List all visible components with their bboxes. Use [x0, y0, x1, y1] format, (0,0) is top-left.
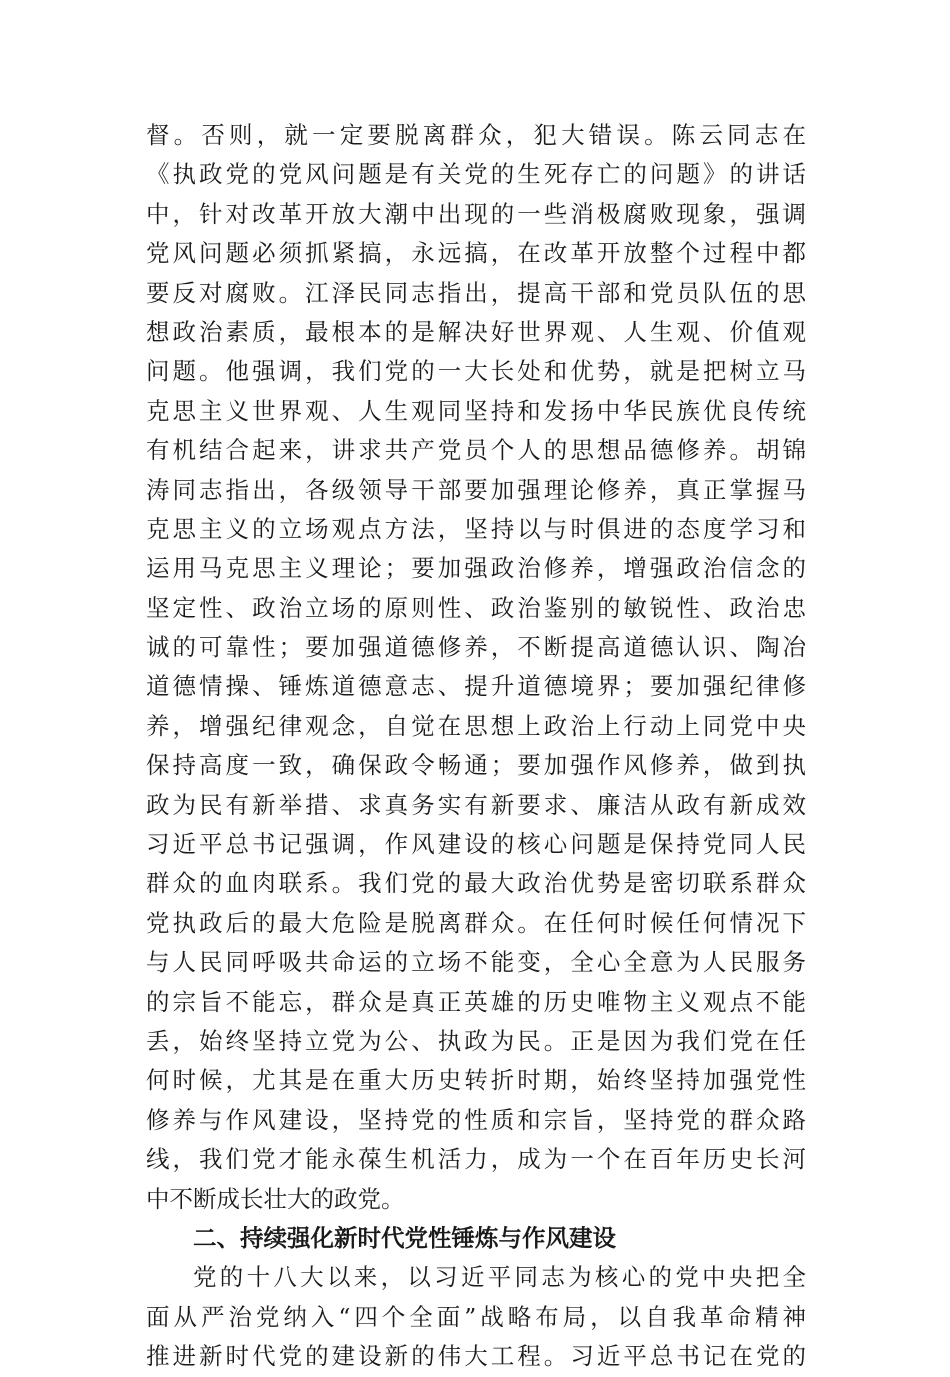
section-heading: 二、持续强化新时代党性锤炼与作风建设: [193, 1223, 616, 1252]
text-line: 坚定性、政治立场的原则性、政治鉴别的敏锐性、政治忠: [146, 593, 806, 622]
text-line: 习近平总书记强调，作风建设的核心问题是保持党同人民: [146, 830, 806, 859]
text-line: 中，针对改革开放大潮中出现的一些消极腐败现象，强调: [146, 199, 806, 228]
text-line: 养，增强纪律观念，自觉在思想上政治上行动上同党中央: [146, 711, 806, 740]
text-line: 克思主义世界观、人生观同坚持和发扬中华民族优良传统: [146, 396, 806, 425]
text-line: 的宗旨不能忘，群众是真正英雄的历史唯物主义观点不能: [146, 987, 806, 1016]
text-line: 中不断成长壮大的政党。: [146, 1184, 405, 1213]
body-text: [146, 116, 806, 1377]
text-line: 线，我们党才能永葆生机活力，成为一个在百年历史长河: [146, 1145, 806, 1174]
text-line: 党的十八大以来，以习近平同志为核心的党中央把全: [193, 1263, 806, 1292]
text-line: 群众的血肉联系。我们党的最大政治优势是密切联系群众: [146, 869, 806, 898]
text-line: 道德情操、锤炼道德意志、提升道德境界；要加强纪律修: [146, 672, 806, 701]
text-line: 问题。他强调，我们党的一大长处和优势，就是把树立马: [146, 357, 806, 386]
text-line: 有机结合起来，讲求共产党员个人的思想品德修养。胡锦: [146, 436, 806, 465]
text-line: 运用马克思主义理论；要加强政治修养，增强政治信念的: [146, 554, 806, 583]
text-line: 《执政党的党风问题是有关党的生死存亡的问题》的讲话: [146, 160, 806, 189]
text-line: 党执政后的最大危险是脱离群众。在任何时候任何情况下: [146, 908, 806, 937]
paragraph-2: [146, 1258, 806, 1376]
text-line: 诚的可靠性；要加强道德修养，不断提高道德认识、陶冶: [146, 633, 806, 662]
text-line: 保持高度一致，确保政令畅通；要加强作风修养，做到执: [146, 751, 806, 780]
text-line: 推进新时代党的建设新的伟大工程。习近平总书记在党的: [146, 1342, 806, 1371]
paragraph-1: [146, 116, 806, 1219]
text-line: 政为民有新举措、求真务实有新要求、廉洁从政有新成效: [146, 790, 806, 819]
text-line: 想政治素质，最根本的是解决好世界观、人生观、价值观: [146, 317, 806, 346]
text-line: 面从严治党纳入“四个全面”战略布局，以自我革命精神: [146, 1302, 806, 1331]
text-line: 修养与作风建设，坚持党的性质和宗旨，坚持党的群众路: [146, 1105, 806, 1134]
text-line: 何时候，尤其是在重大历史转折时期，始终坚持加强党性: [146, 1066, 806, 1095]
text-line: 涛同志指出，各级领导干部要加强理论修养，真正掌握马: [146, 475, 806, 504]
text-line: 督。否则，就一定要脱离群众，犯大错误。陈云同志在: [146, 121, 806, 149]
text-line: 丢，始终坚持立党为公、执政为民。正是因为我们党在任: [146, 1026, 806, 1055]
text-line: 党风问题必须抓紧搞，永远搞，在改革开放整个过程中都: [146, 239, 806, 268]
text-line: 与人民同呼吸共命运的立场不能变，全心全意为人民服务: [146, 948, 806, 977]
text-line: 要反对腐败。江泽民同志指出，提高干部和党员队伍的思: [146, 278, 806, 307]
text-line: 克思主义的立场观点方法，坚持以与时俱进的态度学习和: [146, 514, 806, 543]
